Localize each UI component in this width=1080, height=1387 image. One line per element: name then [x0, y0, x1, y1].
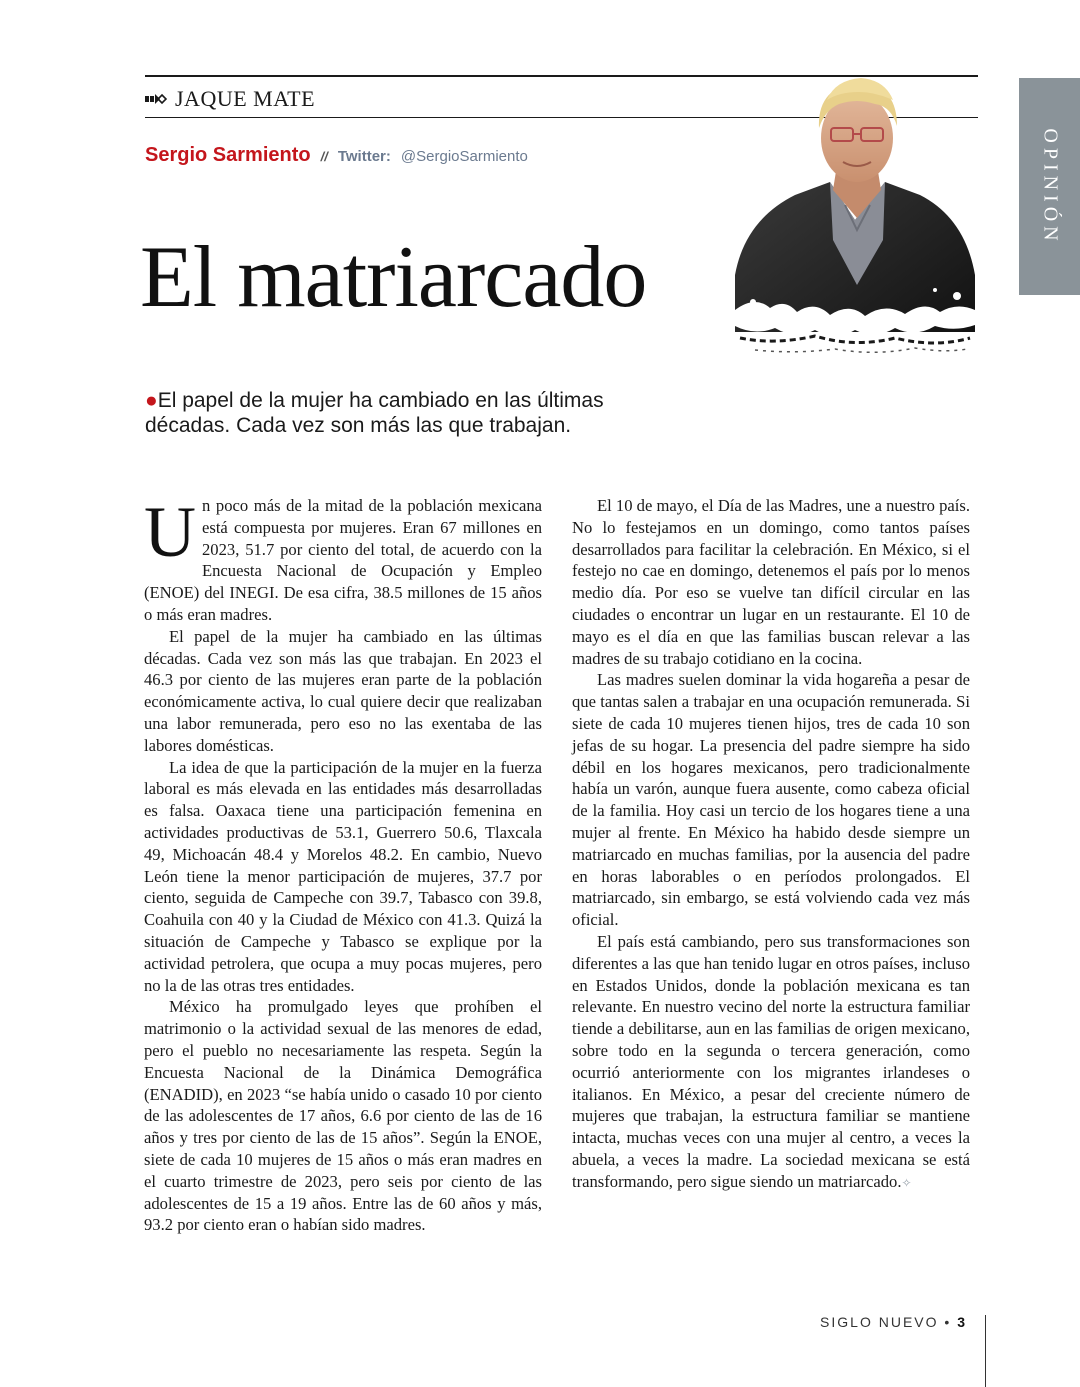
arrow-diamond-icon: [145, 91, 167, 107]
body-column-left: [144, 492, 542, 1236]
section-label: JAQUE MATE: [175, 86, 316, 111]
paragraph: México ha promulgado leyes que prohíben el matrimonio o la actividad sexual de las menores de edad, pero el pueblo no necesariamente las respeta. Según la Encuesta Nacional de la Dinámica Demográfica (ENADID), en 2023 “se había unido o casado 10 por ciento de las adolescentes de 17 años, 6.6 por ciento de las de 16 años y tres por ciento de las de 15 años”. Según la ENOE, siete de cada 10 mujeres de 15 años o más eran madres en el cuarto trimestre de 2023, pero seis por ciento de las adolescentes de 15 a 19 años. Entre las de 60 años y más, 93.2 por ciento eran o habían sido madres.: [144, 997, 542, 1235]
section-side-tab: [1019, 78, 1080, 295]
twitter-label: Twitter:: [337, 148, 391, 165]
body-column-right: [572, 495, 970, 1195]
author-name: Sergio Sarmiento: [145, 144, 311, 166]
end-mark-icon: ✧: [901, 1175, 912, 1190]
article-deck: [145, 388, 665, 438]
author-portrait: [735, 70, 975, 360]
article-title: El matriarcado: [140, 229, 647, 326]
publication-name: SIGLO NUEVO: [820, 1314, 939, 1330]
twitter-handle: @SergioSarmiento: [400, 148, 528, 165]
paragraph: El 10 de mayo, el Día de las Madres, une a nuestro país. No lo festejamos en un domingo, como tantos países desarrollados para facilitar la celebración. En México, si el festejo no cae en domingo, detenemos el país por lo menos medio día. Por eso se vuelve tan difícil circular en las ciudades o encontrar un lugar en un restaurante. El 10 de mayo es el día en que las familias buscan relevar a las madres de su trabajo cotidiano en la cocina.: [572, 496, 970, 668]
folio-separator: •: [944, 1314, 952, 1330]
page-number: 3: [957, 1314, 967, 1330]
paragraph: El papel de la mujer ha cambiado en las últimas décadas. Cada vez son más las que trabajan. En 2023 el 46.3 por ciento de las mujeres eran parte de la población económicamente activa, lo cual quiere decir que realizaban una labor remunerada, pero eso no las exentaba de las labores domésticas.: [144, 626, 542, 755]
deck-text: El papel de la mujer ha cambiado en las últimas décadas. Cada vez son más las que trabajan.: [145, 389, 604, 437]
drop-cap: U: [144, 492, 196, 572]
side-tab-label: OPINIÓN: [1039, 127, 1061, 246]
deck-bullet-icon: ●: [145, 389, 158, 412]
byline-separator: //: [320, 149, 328, 164]
folio-rule: [985, 1315, 986, 1387]
paragraph: La idea de que la participación de la mujer en la fuerza laboral es más elevada en las entidades más desarrolladas es falsa. Oaxaca tiene una participación femenina en actividades productivas de 53.1, Guerrero 50.6, Tlaxcala 49, Michoacán 48.4 y Morelos 48.2. En cambio, Nuevo León tiene la menor participación de mujeres, 37.7 por ciento, seguida de Campeche con 39.7, Tabasco con 39.8, Coahuila con 40 y la Ciudad de México con 41.3. Quizá la situación de Campeche y Tabasco se explique por la actividad petrolera, que ocupa a muy pocas mujeres, pero no la de las otras tres entidades.: [144, 757, 542, 995]
paragraph: Un poco más de la mitad de la población mexicana está compuesta por mujeres. Eran 67 millones en 2023, 51.7 por ciento del total, de acuerdo con la Encuesta Nacional de Ocupación y Empleo (ENOE) del INEGI. De esa cifra, 38.5 millones de 15 años o más eran madres.: [144, 492, 542, 624]
section-header: [145, 85, 315, 113]
paragraph: El país está cambiando, pero sus transformaciones son diferentes a las que han tenido lugar en otros países, incluso en Estados Unidos, donde la población mexicana es tan relevante. En nuestro vecino del norte la estructura familiar tiende a debilitarse, aun en las familias de origen mexicano, sobre todo en la segunda o tercera generación, como ocurrió anteriormente con los migrantes irlandeses o italianos. En México, a pesar del creciente número de mujeres que trabajan, la estructura familiar se mantiene intacta, muchas veces con una mujer al centro, a veces la abuela, a veces la madre. La sociedad mexicana se está transformando, pero sigue siendo un matriarcado.✧: [572, 931, 970, 1191]
byline: [145, 144, 528, 167]
page-folio: [820, 1314, 967, 1330]
paragraph: Las madres suelen dominar la vida hogareña a pesar de que tantas salen a trabajar en una ocupación remunerada. Si siete de cada 10 mujeres tienen hijos, tres de cada 10 son jefas de su hogar. La presencia del padre siempre ha sido débil en los hogares mexicanos, pero tradicionalmente había un varón, aunque fuera ausente, como cabeza oficial de la familia. Hoy casi un tercio de los hogares tiene a una mujer al frente. En México ha habido desde siempre un matriarcado en muchas familias, por la ausencia del padre en horas laborables o en períodos prolongados. El matriarcado, sin embargo, se está volviendo cada vez más oficial.: [572, 670, 970, 930]
